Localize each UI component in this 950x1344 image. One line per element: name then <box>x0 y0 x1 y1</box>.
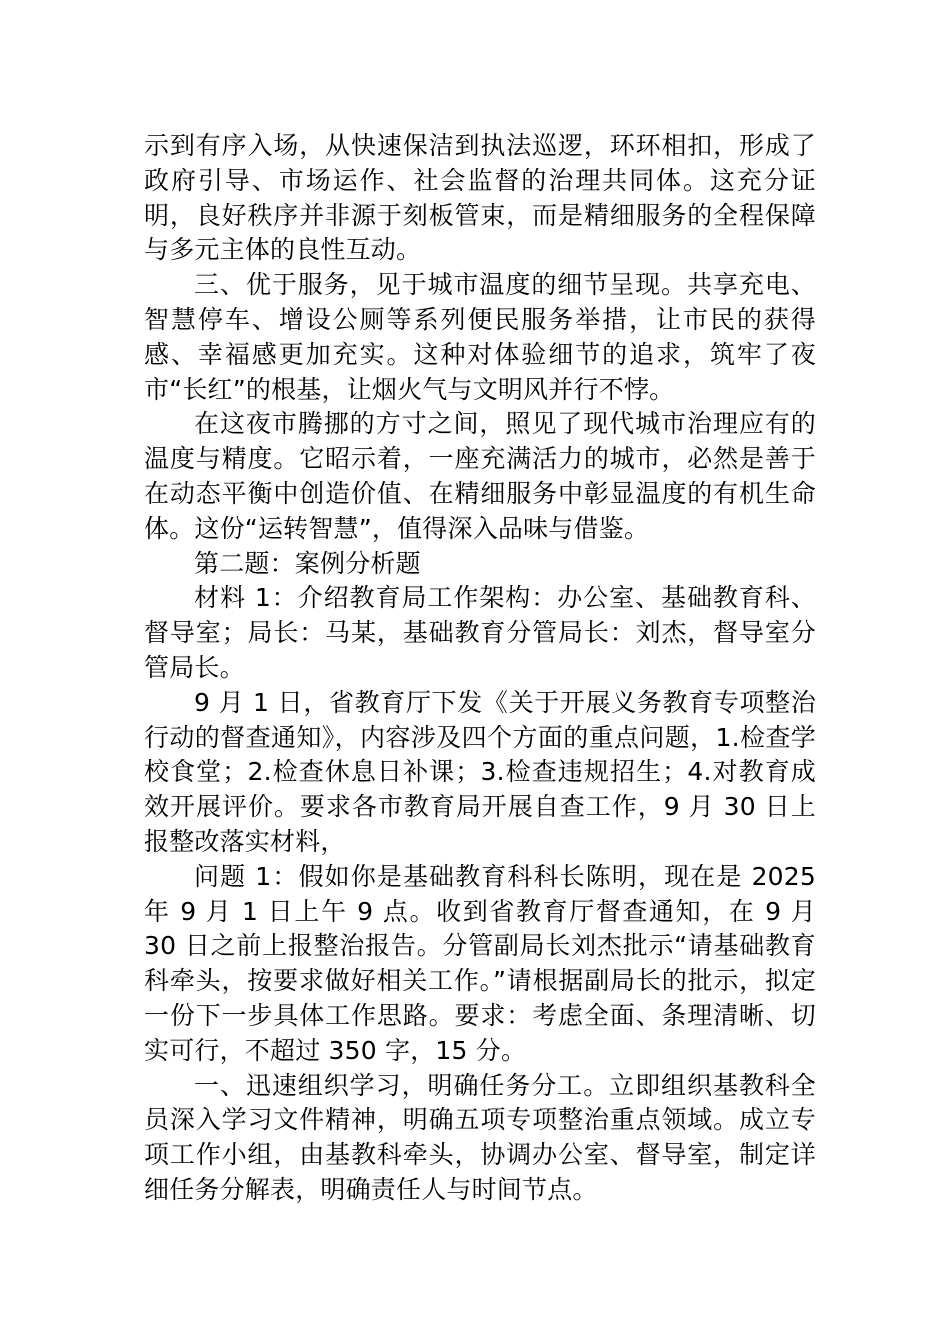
paragraph-material-1: 材料 1：介绍教育局工作架构：办公室、基础教育科、督导室；局长：马某，基础教育分管局长：刘杰，督导室分管局长。 <box>144 583 816 682</box>
paragraph-3: 在这夜市腾挪的方寸之间，照见了现代城市治理应有的温度与精度。它昭示着，一座充满活力的城市，必然是善于在动态平衡中创造价值、在精细服务中彰显温度的有机生命体。这份“运转智慧”，值得深入品味与借鉴。 <box>144 409 816 543</box>
section-heading: 第二题：案例分析题 <box>194 548 421 578</box>
paragraph-notice: 9 月 1 日，省教育厅下发《关于开展义务教育专项整治行动的督查通知》，内容涉及四个方面的重点问题，1.检查学校食堂；2.检查休息日补课；3.检查违规招生；4.对教育成效开展评价。要求各市教育局开展自查工作，9 月 30 日上报整改落实材料， <box>144 687 816 856</box>
paragraph-1: 示到有序入场，从快速保洁到执法巡逻，环环相扣，形成了政府引导、市场运作、社会监督的治理共同体。这充分证明，良好秩序并非源于刻板管束，而是精细服务的全程保障与多元主体的良性互动。 <box>144 131 816 265</box>
document-body <box>144 129 816 1208</box>
paragraph-answer-1: 一、迅速组织学习，明确任务分工。立即组织基教科全员深入学习文件精神，明确五项专项整治重点领域。成立专项工作小组，由基教科牵头，协调办公室、督导室，制定详细任务分解表，明确责任人与时间节点。 <box>144 1070 816 1204</box>
paragraph-question-1: 问题 1：假如你是基础教育科科长陈明，现在是 2025 年 9 月 1 日上午 9 点。收到省教育厅督查通知，在 9 月 30 日之前上报整治报告。分管副局长刘杰批示“请基础教育科牵头，按要求做好相关工作。”请根据副局长的批示，拟定一份下一步具体工作思路。要求：考虑全面、条理清晰、切实可行，不超过 350 字，15 分。 <box>144 861 816 1065</box>
paragraph-2: 三、优于服务，见于城市温度的细节呈现。共享充电、智慧停车、增设公厕等系列便民服务举措，让市民的获得感、幸福感更加充实。这种对体验细节的追求，筑牢了夜市“长红”的根基，让烟火气与文明风并行不悖。 <box>144 270 816 404</box>
